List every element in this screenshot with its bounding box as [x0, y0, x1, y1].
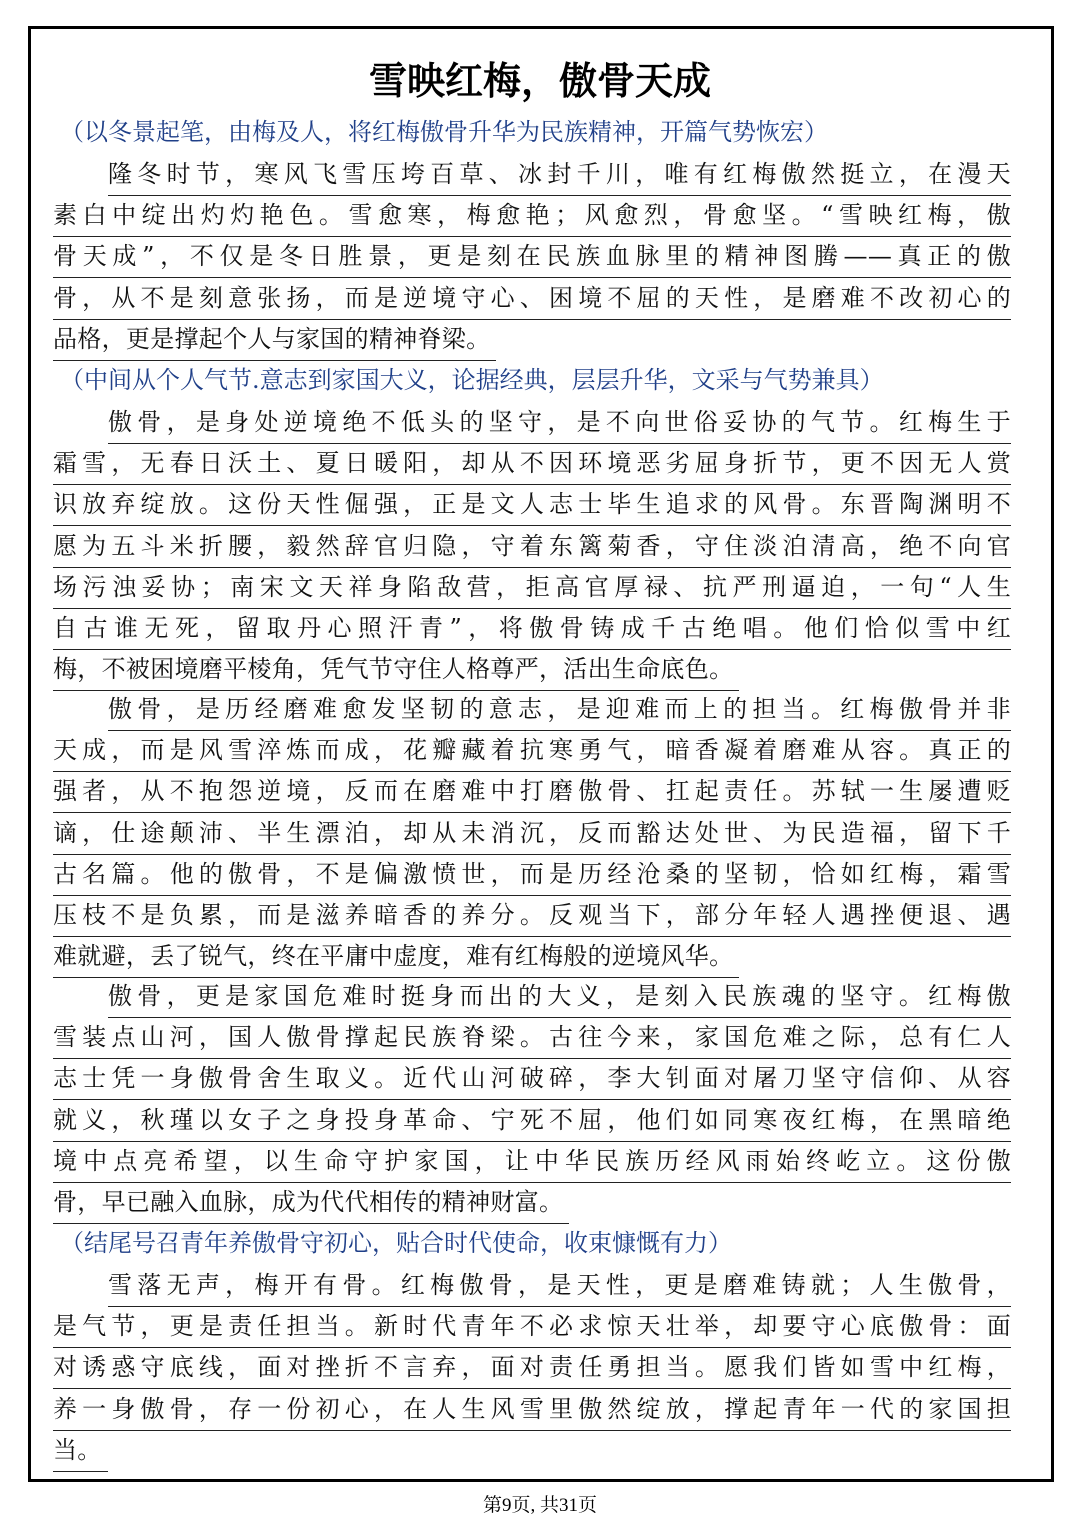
- annotation-note: （结尾号召青年养傲骨守初心，贴合时代使命，收束慷慨有力）: [60, 1229, 732, 1257]
- paragraph-line: 当。: [53, 1431, 108, 1472]
- paragraph-line: 难就避，丢了锐气，终在平庸中虚度，难有红梅般的逆境风华。: [53, 937, 739, 978]
- paragraph-line: 梅，不被困境磨平棱角，凭气节守住人格尊严，活出生命底色。: [53, 650, 739, 691]
- paragraph-line: 场污浊妥协；南宋文天祥身陷敌营，拒高官厚禄、抗严刑逼迫，一句“人生: [53, 568, 1011, 609]
- paragraph-line: 谪，仕途颠沛、半生漂泊，却从未消沉，反而豁达处世、为民造福，留下千: [53, 814, 1011, 855]
- paragraph-line: 骨，从不是刻意张扬，而是逆境守心、困境不屈的天性，是磨难不改初心的: [53, 279, 1011, 320]
- paragraph-line: 骨天成”，不仅是冬日胜景，更是刻在民族血脉里的精神图腾——真正的傲: [53, 237, 1011, 278]
- annotation-note: （中间从个人气节.意志到家国大义，论据经典，层层升华，文采与气势兼具）: [60, 366, 884, 394]
- paragraph-line: 品格，更是撑起个人与家国的精神脊梁。: [53, 320, 496, 361]
- paragraph-line: 傲骨，是身处逆境绝不低头的坚守，是不向世俗妥协的气节。红梅生于: [108, 403, 1011, 444]
- paragraph-line: 傲骨，更是家国危难时挺身而出的大义，是刻入民族魂的坚守。红梅傲: [108, 977, 1011, 1018]
- paragraph-line: 骨，早已融入血脉，成为代代相传的精神财富。: [53, 1183, 569, 1224]
- paragraph-line: 境中点亮希望，以生命守护家国，让中华民族历经风雨始终屹立。这份傲: [53, 1142, 1011, 1183]
- essay-title: 雪映红梅，傲骨天成: [368, 58, 711, 103]
- paragraph-line: 素白中绽出灼灼艳色。雪愈寒，梅愈艳；风愈烈，骨愈坚。“雪映红梅，傲: [53, 196, 1011, 237]
- paragraph-line: 天成，而是风雪淬炼而成，花瓣藏着抗寒勇气，暗香凝着磨难从容。真正的: [53, 731, 1011, 772]
- paragraph-line: 识放弃绽放。这份天性倔强，正是文人志士毕生追求的风骨。东晋陶渊明不: [53, 485, 1011, 526]
- paragraph-line: 傲骨，是历经磨难愈发坚韧的意志，是迎难而上的担当。红梅傲骨并非: [108, 690, 1011, 731]
- page-number: 第9页, 共31页: [482, 1495, 597, 1516]
- paragraph-line: 雪装点山河，国人傲骨撑起民族脊梁。古往今来，家国危难之际，总有仁人: [53, 1018, 1011, 1059]
- paragraph-line: 对诱惑守底线，面对挫折不言弃，面对责任勇担当。愿我们皆如雪中红梅，: [53, 1348, 1011, 1389]
- paragraph-line: 古名篇。他的傲骨，不是偏激愤世，而是历经沧桑的坚韧，恰如红梅，霜雪: [53, 855, 1011, 896]
- paragraph-line: 志士凭一身傲骨舍生取义。近代山河破碎，李大钊面对屠刀坚守信仰、从容: [53, 1059, 1011, 1100]
- paragraph-line: 压枝不是负累，而是滋养暗香的养分。反观当下，部分年轻人遇挫便退、遇: [53, 896, 1011, 937]
- paragraph-line: 愿为五斗米折腰，毅然辞官归隐，守着东篱菊香，守住淡泊清高，绝不向官: [53, 527, 1011, 568]
- paragraph-line: 就义，秋瑾以女子之身投身革命、宁死不屈，他们如同寒夜红梅，在黑暗绝: [53, 1101, 1011, 1142]
- paragraph-line: 隆冬时节，寒风飞雪压垮百草、冰封千川，唯有红梅傲然挺立，在漫天: [108, 155, 1011, 196]
- paragraph-line: 霜雪，无春日沃土、夏日暖阳，却从不因环境恶劣屈身折节，更不因无人赏: [53, 444, 1011, 485]
- paragraph-line: 是气节，更是责任担当。新时代青年不必求惊天壮举，却要守心底傲骨：面: [53, 1307, 1011, 1348]
- paragraph-line: 雪落无声，梅开有骨。红梅傲骨，是天性，更是磨难铸就；人生傲骨，: [108, 1266, 1011, 1307]
- paragraph-line: 养一身傲骨，存一份初心，在人生风雪里傲然绽放，撑起青年一代的家国担: [53, 1390, 1011, 1431]
- paragraph-line: 强者，从不抱怨逆境，反而在磨难中打磨傲骨、扛起责任。苏轼一生屡遭贬: [53, 772, 1011, 813]
- paragraph-line: 自古谁无死，留取丹心照汗青”，将傲骨铸成千古绝唱。他们恰似雪中红: [53, 609, 1011, 650]
- annotation-note: （以冬景起笔，由梅及人，将红梅傲骨升华为民族精神，开篇气势恢宏）: [60, 118, 828, 146]
